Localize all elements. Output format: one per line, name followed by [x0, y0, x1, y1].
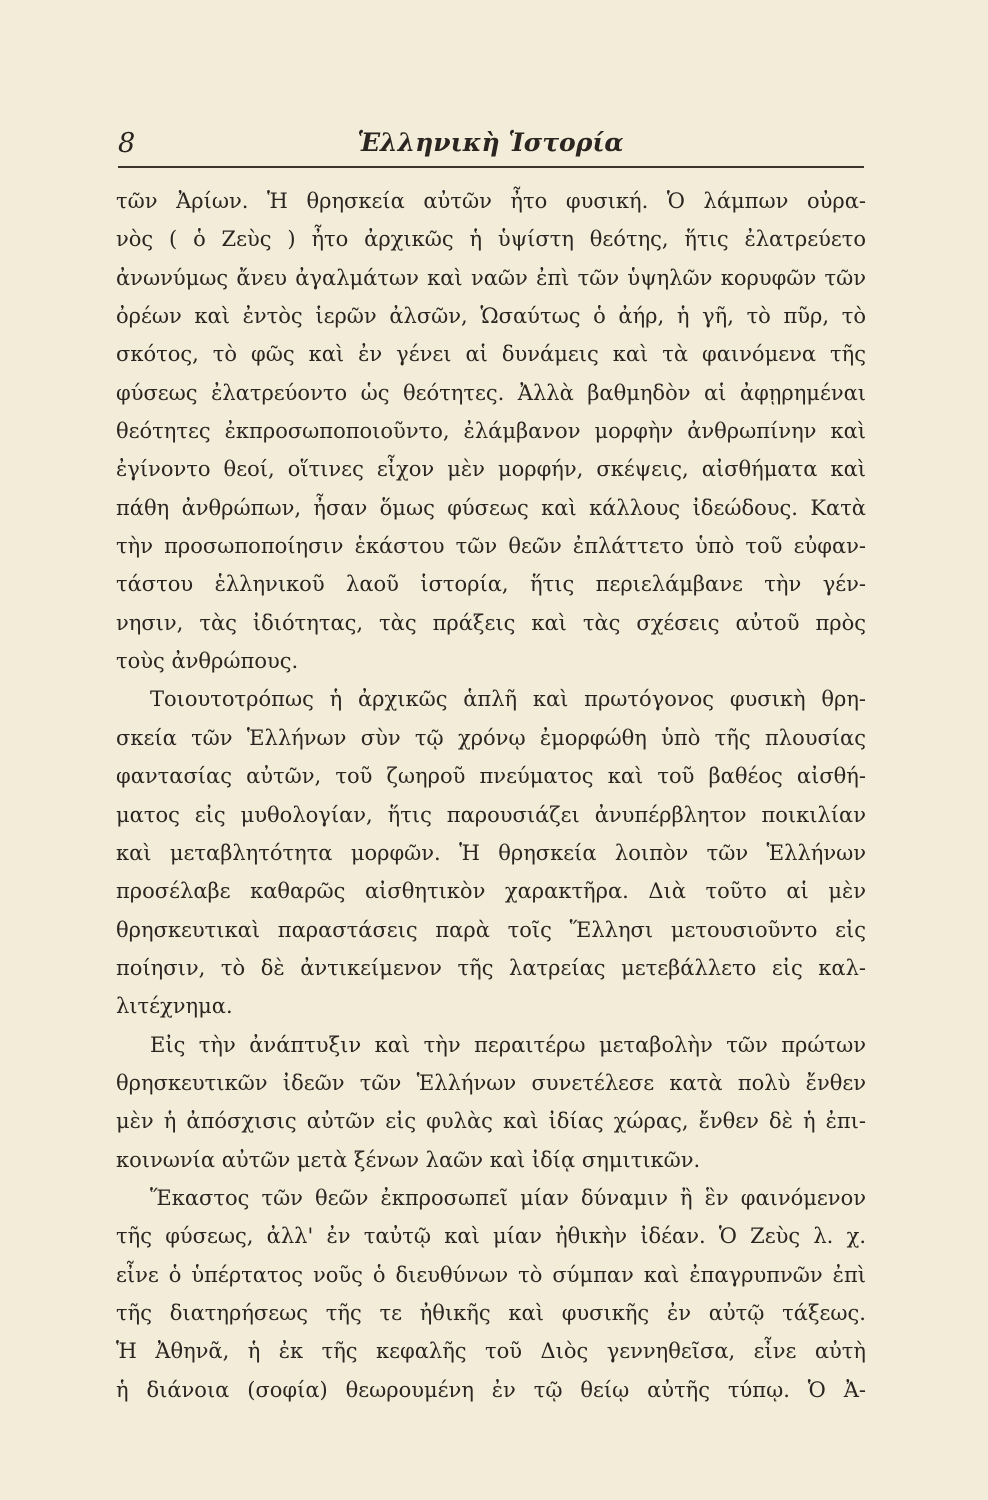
text-line: μὲν ἡ ἀπόσχισις αὐτῶν εἰς φυλὰς καὶ ἰδίας χώρας, ἔνθεν δὲ ἡ ἐπι-	[116, 1109, 866, 1134]
text-line: ἐγίνοντο θεοί, οἵτινες εἶχον μὲν μορφήν, σκέψεις, αἰσθήματα καὶ	[116, 457, 866, 482]
text-line: ἀνωνύμως ἄνευ ἀγαλμάτων καὶ ναῶν ἐπὶ τῶν ὑψηλῶν κορυφῶν τῶν	[116, 265, 866, 290]
text-line: τῆς φύσεως, ἀλλ' ἐν ταὐτῷ καὶ μίαν ἠθικὴν ἰδέαν. Ὁ Ζεὺς λ. χ.	[116, 1224, 866, 1249]
text-line: Ἡ Ἀθηνᾶ, ἡ ἐκ τῆς κεφαλῆς τοῦ Διὸς γεννηθεῖσα, εἶνε αὐτὴ	[116, 1339, 866, 1364]
text-line: ὀρέων καὶ ἐντὸς ἱερῶν ἀλσῶν, Ὡσαύτως ὁ ἀήρ, ἡ γῆ, τὸ πῦρ, τὸ	[116, 304, 866, 329]
text-line: σκότος, τὸ φῶς καὶ ἐν γένει αἱ δυνάμεις καὶ τὰ φαινόμενα τῆς	[116, 342, 866, 367]
text-line: εἶνε ὁ ὑπέρτατος νοῦς ὁ διευθύνων τὸ σύμπαν καὶ ἐπαγρυπνῶν ἐπὶ	[116, 1262, 866, 1287]
text-line: λιτέχνημα.	[116, 994, 233, 1019]
text-line: Ἕκαστος τῶν θεῶν ἐκπροσωπεῖ μίαν δύναμιν ἢ ἓν φαινόμενον	[150, 1185, 866, 1210]
body-text	[116, 182, 866, 1409]
text-line: φύσεως ἐλατρεύοντο ὡς θεότητες. Ἀλλὰ βαθμηδὸν αἱ ἀφῃρημέναι	[116, 380, 866, 405]
text-line: νὸς ( ὁ Ζεὺς ) ἦτο ἀρχικῶς ἡ ὑψίστη θεότης, ἥτις ἐλατρεύετο	[116, 227, 866, 252]
running-title: Ἑλληνικὴ Ἱστορία	[357, 128, 624, 157]
text-line: θεότητες ἐκπροσωποποιοῦντο, ἐλάμβανον μορφὴν ἀνθρωπίνην καὶ	[116, 419, 866, 444]
text-line: σκεία τῶν Ἑλλήνων σὺν τῷ χρόνῳ ἐμορφώθη ὑπὸ τῆς πλουσίας	[116, 725, 866, 750]
text-line: Τοιουτοτρόπως ἡ ἀρχικῶς ἁπλῆ καὶ πρωτόγονος φυσικὴ θρη-	[150, 687, 866, 712]
text-line: θρησκευτικαὶ παραστάσεις παρὰ τοῖς Ἕλλησι μετουσιοῦντο εἰς	[116, 917, 866, 942]
header-rule	[118, 166, 864, 168]
text-line: ἡ διάνοια (σοφία) θεωρουμένη ἐν τῷ θείῳ αὐτῆς τύπῳ. Ὁ Ἀ-	[116, 1377, 866, 1402]
page-number: 8	[118, 128, 136, 159]
page-header	[118, 128, 863, 168]
text-line: τὴν προσωποποίησιν ἑκάστου τῶν θεῶν ἐπλάττετο ὑπὸ τοῦ εὐφαν-	[116, 534, 866, 559]
text-line: πάθη ἀνθρώπων, ἦσαν ὅμως φύσεως καὶ κάλλους ἰδεώδους. Κατὰ	[116, 495, 866, 520]
text-line: προσέλαβε καθαρῶς αἰσθητικὸν χαρακτῆρα. Διὰ τοῦτο αἱ μὲν	[116, 879, 866, 904]
text-line: κοινωνία αὐτῶν μετὰ ξένων λαῶν καὶ ἰδίᾳ σημιτικῶν.	[116, 1147, 701, 1172]
text-line: φαντασίας αὐτῶν, τοῦ ζωηροῦ πνεύματος καὶ τοῦ βαθέος αἰσθή-	[116, 764, 866, 789]
text-line: τῆς διατηρήσεως τῆς τε ἠθικῆς καὶ φυσικῆς ἐν αὐτῷ τάξεως.	[116, 1300, 866, 1325]
text-line: τῶν Ἀρίων. Ἡ θρησκεία αὐτῶν ἦτο φυσική. Ὁ λάμπων οὐρα-	[116, 189, 866, 213]
text-line: τάστου ἑλληνικοῦ λαοῦ ἱστορία, ἥτις περιελάμβανε τὴν γέν-	[116, 572, 866, 597]
text-line: ποίησιν, τὸ δὲ ἀντικείμενον τῆς λατρείας μετεβάλλετο εἰς καλ-	[116, 955, 866, 980]
text-line: θρησκευτικῶν ἰδεῶν τῶν Ἑλλήνων συνετέλεσε κατὰ πολὺ ἔνθεν	[116, 1070, 866, 1095]
text-line: νησιν, τὰς ἰδιότητας, τὰς πράξεις καὶ τὰς σχέσεις αὐτοῦ πρὸς	[116, 610, 866, 635]
text-line: Εἰς τὴν ἀνάπτυξιν καὶ τὴν περαιτέρω μεταβολὴν τῶν πρώτων	[150, 1032, 866, 1057]
text-line: τοὺς ἀνθρώπους.	[116, 649, 299, 674]
text-line: ματος εἰς μυθολογίαν, ἥτις παρουσιάζει ἀνυπέρβλητον ποικιλίαν	[116, 802, 866, 827]
text-line: καὶ μεταβλητότητα μορφῶν. Ἡ θρησκεία λοιπὸν τῶν Ἑλλήνων	[116, 840, 866, 865]
